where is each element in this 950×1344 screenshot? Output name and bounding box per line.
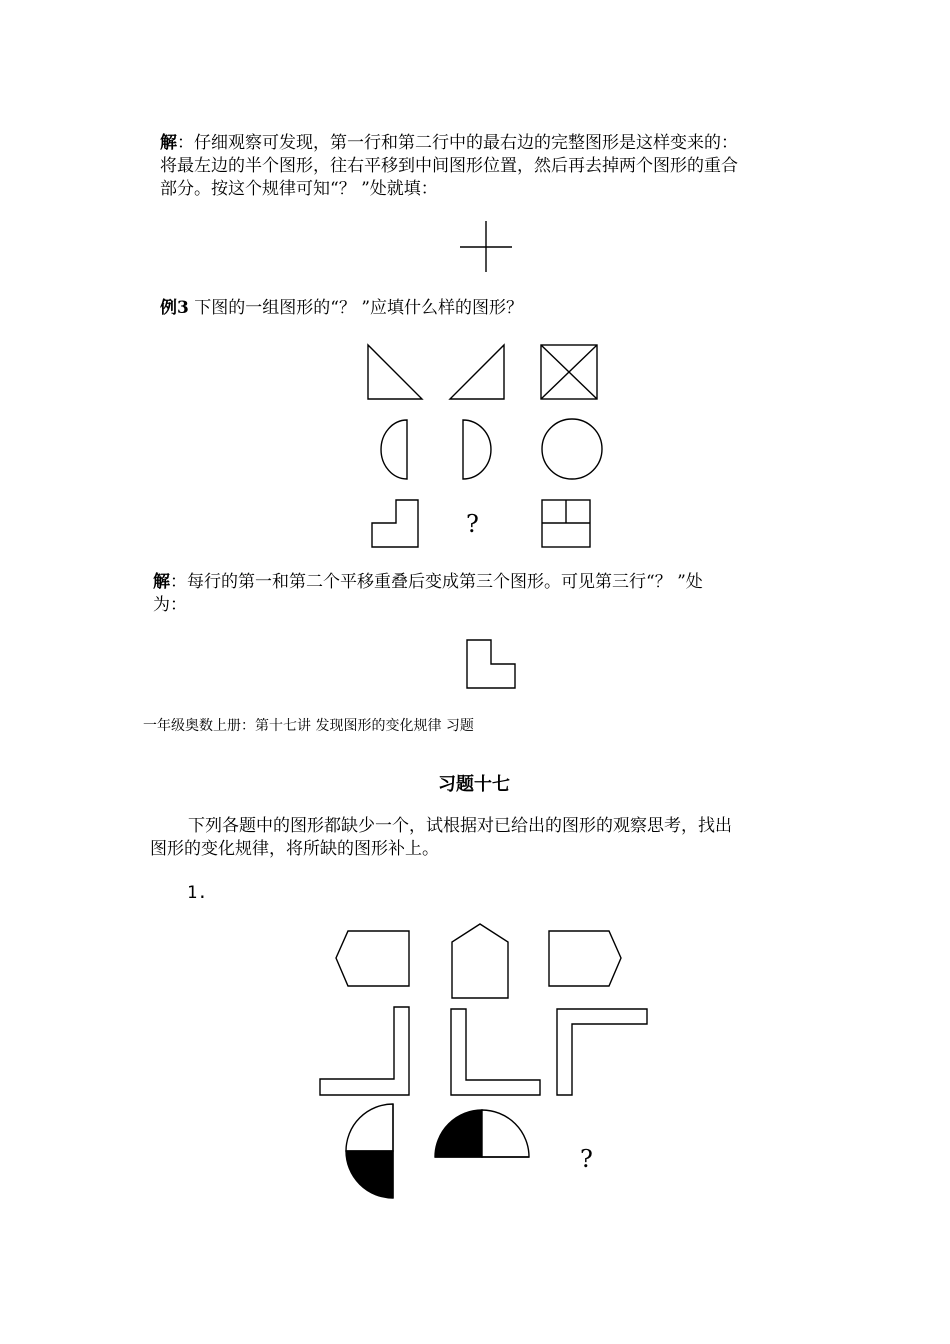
section-caption: 一年级奥数上册：第十七讲 发现图形的变化规律 习题 — [143, 718, 474, 734]
ex1-row2-l-bar-top-corner — [557, 1009, 647, 1095]
solution2-label: 解 — [153, 572, 170, 592]
answer-cross-figure — [460, 221, 512, 272]
ex1-row2-l-bar-left-vertical — [451, 1009, 540, 1095]
solution2-text1: ：每行的第一和第二个平移重叠后变成第三个图形。可见第三行“？ ”处 — [170, 572, 703, 592]
ex1-row1-pentagon-house — [452, 924, 508, 998]
solution1-line2: 将最左边的半个图形，往右平移到中间图形位置，然后再去掉两个图形的重合 — [160, 156, 738, 176]
ex3-row3-divided-square — [542, 500, 590, 547]
exercise-question-mark: ? — [580, 1145, 593, 1173]
ex3-row1-right-triangle — [450, 345, 504, 399]
ex1-row3-horizontal-semicircle — [435, 1110, 529, 1157]
ex3-row1-crossed-square — [541, 345, 597, 399]
answer-l-shape-figure — [467, 640, 515, 688]
exercise-title: 习题十七 — [438, 774, 510, 795]
ex3-row2-circle — [542, 419, 602, 479]
ex3-row2-left-semicircle — [381, 420, 407, 479]
solution1-label: 解 — [160, 133, 177, 153]
ex1-row3-vertical-semicircle — [346, 1104, 393, 1198]
solution1-line3: 部分。按这个规律可知“？ ”处就填： — [160, 179, 438, 199]
example3-label: 例3 — [160, 298, 189, 318]
example3-question-mark: ? — [466, 510, 479, 538]
ex1-row1-hexagon-right-point — [549, 931, 621, 986]
solution2-line2: 为： — [153, 595, 187, 615]
ex1-row1-hexagon-left-point — [336, 931, 409, 986]
solution1-text1: ：仔细观察可发现，第一行和第二行中的最右边的完整图形是这样变来的： — [177, 133, 738, 153]
example3-text: 下图的一组图形的“？ ”应填什么样的图形？ — [188, 298, 524, 318]
ex3-row2-right-semicircle — [463, 420, 491, 479]
exercise-item-number: 1. — [187, 883, 208, 903]
ex3-row1-left-triangle — [368, 345, 422, 399]
ex3-row3-l-shape — [372, 500, 418, 547]
exercise-intro-line2: 图形的变化规律，将所缺的图形补上。 — [150, 839, 439, 859]
exercise-intro-line1: 下列各题中的图形都缺少一个，试根据对已给出的图形的观察思考，找出 — [188, 816, 732, 836]
ex1-row2-l-bar-right-vertical — [320, 1007, 409, 1095]
